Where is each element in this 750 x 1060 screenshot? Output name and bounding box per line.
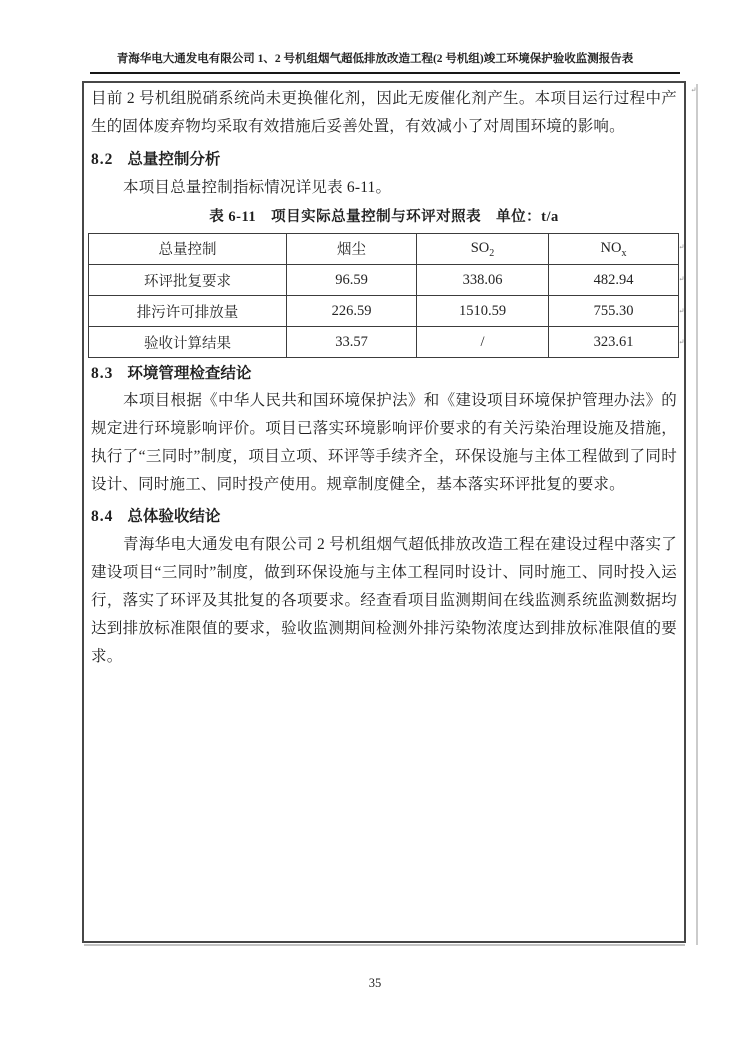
section-8-3-heading xyxy=(91,361,677,383)
section-8-2-number: 8.2 xyxy=(91,151,114,168)
paragraph-mark-icon: ↵ xyxy=(678,274,685,283)
section-8-2-heading xyxy=(91,147,677,169)
intro-paragraph: 目前 2 号机组脱硝系统尚未更换催化剂，因此无废催化剂产生。本项目运行过程中产生的固体废弃物均采取有效措施后妥善处置，有效减小了对周围环境的影响。 xyxy=(91,90,677,135)
value-permit-so2: 1510.59 xyxy=(417,296,549,327)
table-row xyxy=(89,296,679,327)
table-header-row xyxy=(89,234,679,265)
value-acceptance-nox: 323.61 xyxy=(549,327,679,358)
section-8-4-paragraph: 青海华电大通发电有限公司 2 号机组烟气超低排放改造工程在建设过程中落实了建设项目“三同时”制度，做到环保设施与主体工程同时设计、同时施工、同时投入运行，落实了环评及其批复的各项要求。经查看项目监测期间在线监测系统监测数据均达到排放标准限值的要求，验收监测期间检测外排污染物浓度达到排放标准限值的要求。 xyxy=(91,536,677,665)
report-header-title: 青海华电大通发电有限公司 1、2 号机组烟气超低排放改造工程(2 号机组)竣工环境保护验收监测报告表 xyxy=(116,53,634,65)
section-8-2-title: 总量控制分析 xyxy=(127,151,221,168)
value-eia-dust: 96.59 xyxy=(287,265,417,296)
header-cell-so2: $SO_2$ xyxy=(417,234,549,265)
value-permit-nox: 755.30 xyxy=(549,296,679,327)
row-label-permit: 排污许可排放量 xyxy=(89,296,287,327)
section-8-2-paragraph: 本项目总量控制指标情况详见表 6-11。 xyxy=(123,179,392,196)
totals-comparison-table xyxy=(88,233,679,358)
value-acceptance-dust: 33.57 xyxy=(287,327,417,358)
paragraph-mark-icon: ↵ xyxy=(678,337,685,346)
header-cell-nox: $NO_x$ xyxy=(549,234,679,265)
header-cell-total-control: 总量控制 xyxy=(89,234,287,265)
value-acceptance-so2: / xyxy=(417,327,549,358)
header-rule-divider xyxy=(90,72,680,74)
row-label-acceptance: 验收计算结果 xyxy=(89,327,287,358)
section-8-3-title: 环境管理检查结论 xyxy=(127,365,252,382)
page-number: 35 xyxy=(368,976,382,990)
paragraph-mark-icon: ↵ xyxy=(678,242,685,251)
scan-shadow-bottom-line xyxy=(84,944,685,946)
table-row xyxy=(89,327,679,358)
section-8-3-paragraph: 本项目根据《中华人民共和国环境保护法》和《建设项目环境保护管理办法》的规定进行环境影响评价。项目已落实环境影响评价要求的有关污染治理设施及措施，执行了“三同时”制度，项目立项、环评等手续齐全，环保设施与主体工程做到了同时设计、同时施工、同时投产使用。规章制度健全，基本落实环评批复的要求。 xyxy=(91,392,677,493)
header-cell-dust: 烟尘 xyxy=(287,234,417,265)
section-8-4-heading xyxy=(91,504,677,526)
section-8-4-number: 8.4 xyxy=(91,508,114,525)
value-eia-nox: 482.94 xyxy=(549,265,679,296)
value-eia-so2: 338.06 xyxy=(417,265,549,296)
paragraph-mark-icon: ↵ xyxy=(690,85,697,94)
section-8-3-number: 8.3 xyxy=(91,365,114,382)
row-label-eia-approval: 环评批复要求 xyxy=(89,265,287,296)
section-8-4-title: 总体验收结论 xyxy=(127,508,221,525)
value-permit-dust: 226.59 xyxy=(287,296,417,327)
table-row xyxy=(89,265,679,296)
paragraph-mark-icon: ↵ xyxy=(678,306,685,315)
content-frame xyxy=(82,81,686,943)
scan-shadow-right-line xyxy=(696,84,698,945)
table-caption: 表 6-11 项目实际总量控制与环评对照表 单位：t/a xyxy=(209,209,559,225)
